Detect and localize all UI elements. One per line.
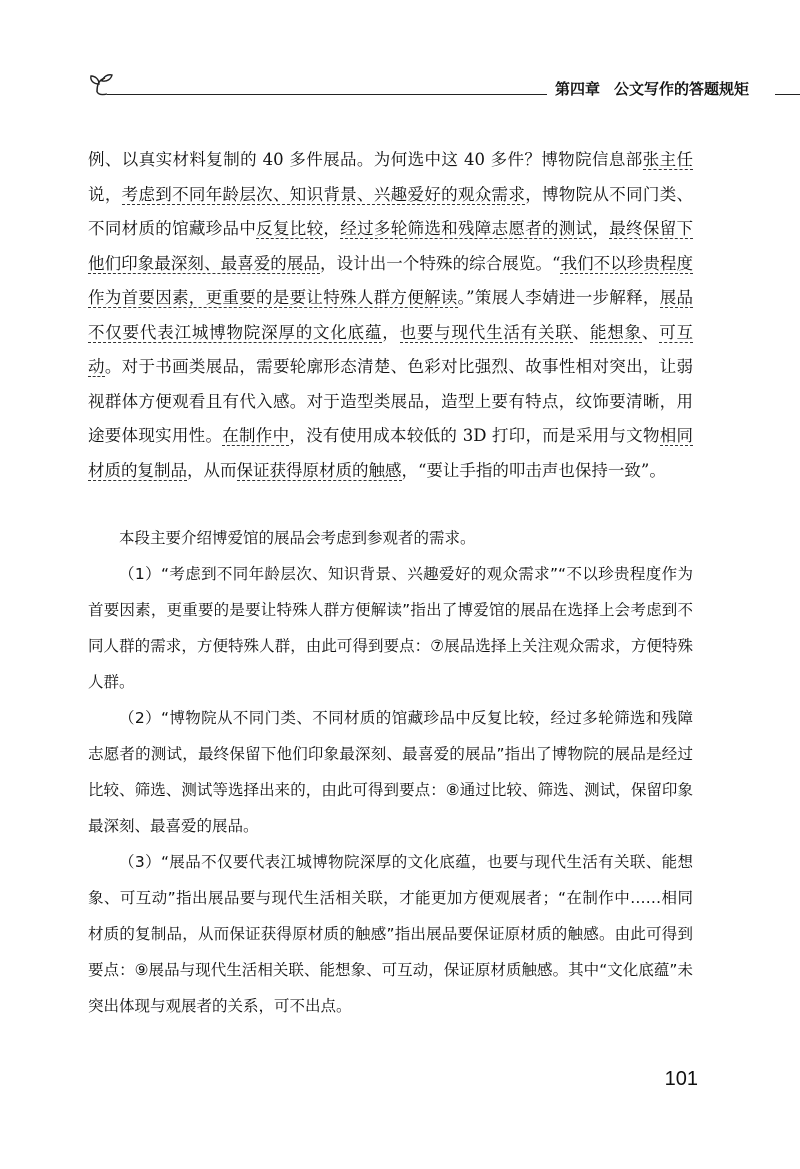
chapter-heading <box>555 78 749 99</box>
underlined-phrase: 我们不以珍贵程度作为首要因素，更重要的是要让特殊人群方便解读 <box>88 253 694 307</box>
underlined-phrase: 展品不仅要代表江城博物院深厚的文化底蕴 <box>88 288 694 342</box>
chapter-number: 第四章 <box>555 80 601 98</box>
header-rule-left <box>107 94 547 95</box>
passage-text: ，博物院从不同门类、不同材质的馆藏珍品中 <box>88 184 694 238</box>
analysis-point-3: （3）“展品不仅要代表江城博物院深厚的文化底蕴，也要与现代生活有关联、能想象、可互动”指出展品要与现代生活相关联，才能更加方便观展者；“在制作中……相同材质的复制品，从而保证获得原材质的触感”指出展品要保证原材质的触感。由此可得到要点：⑨展品与现代生活相关联、能想象、可互动，保证原材质触感。其中“文化底蕴”未突出体现与观展者的关系，可不出点。 <box>88 853 693 1015</box>
passage-text: ，从而 <box>187 460 237 480</box>
underlined-phrase: 保证获得原材质的触感 <box>236 460 402 480</box>
source-passage <box>88 143 693 488</box>
passage-text: ，设计出一个特殊的综合展览。“ <box>320 253 561 273</box>
chapter-title: 公文写作的答题规矩 <box>614 80 750 98</box>
underlined-phrase: 反复比较 <box>256 219 324 238</box>
underlined-phrase: 相同材质的复制品 <box>88 426 694 480</box>
underlined-phrase: 经过多轮筛选和残障志愿者的测试 <box>340 219 593 238</box>
underlined-phrase: 在制作中 <box>222 426 290 445</box>
passage-text: 。”策展人李婧进一步解释， <box>457 288 660 307</box>
passage-text: 、 <box>641 322 660 342</box>
header-rule-right <box>775 94 800 95</box>
underlined-phrase: 也要与现代生活有关联 <box>399 322 573 342</box>
underlined-phrase: 能想象 <box>589 322 642 342</box>
analysis-point-2: （2）“博物院从不同门类、不同材质的馆藏珍品中反复比较，经过多轮筛选和残障志愿者的测试，最终保留下他们印象最深刻、最喜爱的展品”指出了博物院的展品是经过比较、筛选、测试等选择出来的，由此可得到要点：⑧通过比较、筛选、测试，保留印象最深刻、最喜爱的展品。 <box>88 709 693 835</box>
underlined-phrase: 张主任 <box>642 150 693 169</box>
passage-text: ， <box>382 322 400 342</box>
page-number: 101 <box>664 1068 698 1090</box>
passage-text: ， <box>323 219 341 238</box>
analysis-point-1: （1）“考虑到不同年龄层次、知识背景、兴趣爱好的观众需求”“不以珍贵程度作为首要因素，更重要的是要让特殊人群方便解读”指出了博爱馆的展品在选择上会考虑到不同人群的需求，方便特殊人群，由此可得到要点：⑦展品选择上关注观众需求，方便特殊人群。 <box>88 565 693 691</box>
passage-paragraph <box>88 143 693 488</box>
underlined-phrase: 可互动 <box>88 322 694 376</box>
sprout-icon <box>85 70 115 100</box>
analysis-intro: 本段主要介绍博爱馆的展品会考虑到参观者的需求。 <box>119 529 476 547</box>
underlined-phrase: 最终保留下他们印象最深刻、最喜爱的展品 <box>88 219 694 273</box>
passage-text: ，“要让手指的叩击声也保持一致”。 <box>401 460 666 480</box>
passage-text: ，没有使用成本较低的 3D 打印，而是采用与文物 <box>289 426 660 445</box>
passage-text: 例、以真实材料复制的 40 多件展品。为何选中这 40 多件？博物院信息部 <box>88 150 643 169</box>
passage-text: ， <box>592 219 610 238</box>
passage-text: 说， <box>88 184 122 204</box>
passage-text: 。对于书画类展品，需要轮廓形态清楚、色彩对比强烈、故事性相对突出，让弱视群体方便观看且有代入感。对于造型类展品，造型上要有特点，纹饰要清晰，用途要体现实用性。 <box>88 357 694 445</box>
running-header <box>85 70 795 100</box>
passage-text: 、 <box>572 322 590 342</box>
analysis-section <box>88 520 693 1024</box>
underlined-phrase: 考虑到不同年龄层次、知识背景、兴趣爱好的观众需求 <box>121 184 526 204</box>
